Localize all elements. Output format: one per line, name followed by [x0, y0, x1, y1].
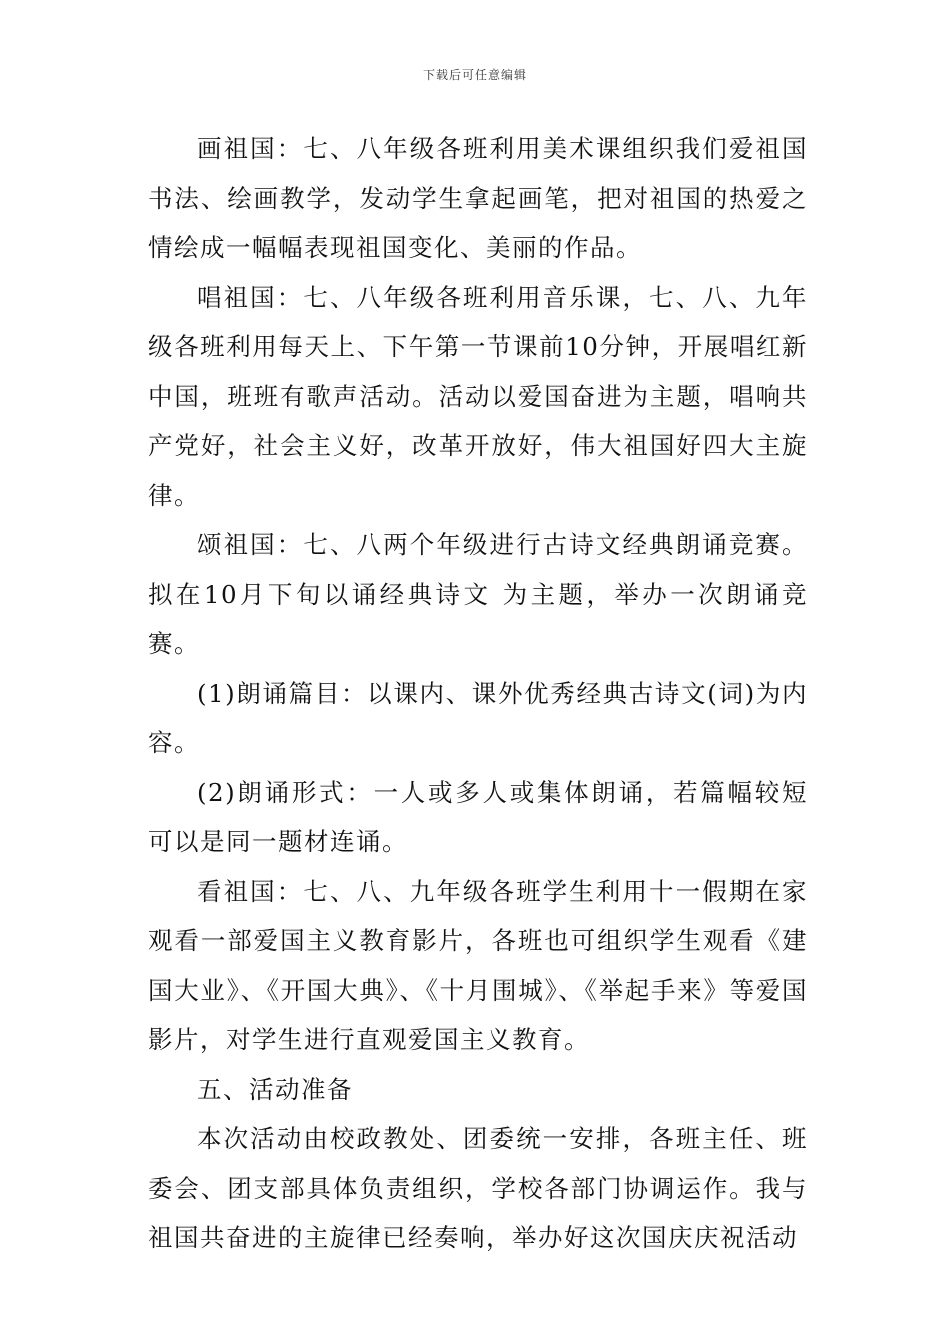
paragraph-watch-motherland: 看祖国：七、八、九年级各班学生利用十一假期在家观看一部爱国主义教育影片，各班也可组织学生观看《建国大业》、《开国大典》、《十月围城》、《举起手来》等爱国影片，对学生进行直观爱国主义教育。: [148, 876, 808, 1054]
paragraph-praise-motherland: 颂祖国：七、八两个年级进行古诗文经典朗诵竞赛。拟在10月下旬以诵经典诗文 为主题，举办一次朗诵竞赛。: [148, 530, 808, 658]
document-body: [148, 124, 808, 1263]
paragraph-recital-items: (1)朗诵篇目：以课内、课外优秀经典古诗文(词)为内容。: [148, 678, 808, 757]
paragraph-sing-motherland: 唱祖国：七、八年级各班利用音乐课，七、八、九年级各班利用每天上、下午第一节课前10分钟，开展唱红新中国，班班有歌声活动。活动以爱国奋进为主题，唱响共产党好，社会主义好，改革开放好，伟大祖国好四大主旋律。: [148, 282, 808, 510]
paragraph-preparation: 本次活动由校政教处、团委统一安排，各班主任、班委会、团支部具体负责组织，学校各部门协调运作。我与祖国共奋进的主旋律已经奏响，举办好这次国庆庆祝活动: [148, 1124, 808, 1252]
section-heading-preparation: 五、活动准备: [197, 1074, 353, 1104]
paragraph-draw-motherland: 画祖国：七、八年级各班利用美术课组织我们爱祖国书法、绘画教学，发动学生拿起画笔，把对祖国的热爱之情绘成一幅幅表现祖国变化、美丽的作品。: [148, 134, 808, 262]
paragraph-recital-form: (2)朗诵形式：一人或多人或集体朗诵，若篇幅较短可以是同一题材连诵。: [148, 777, 808, 856]
page-header: 下载后可任意编辑: [422, 68, 527, 82]
